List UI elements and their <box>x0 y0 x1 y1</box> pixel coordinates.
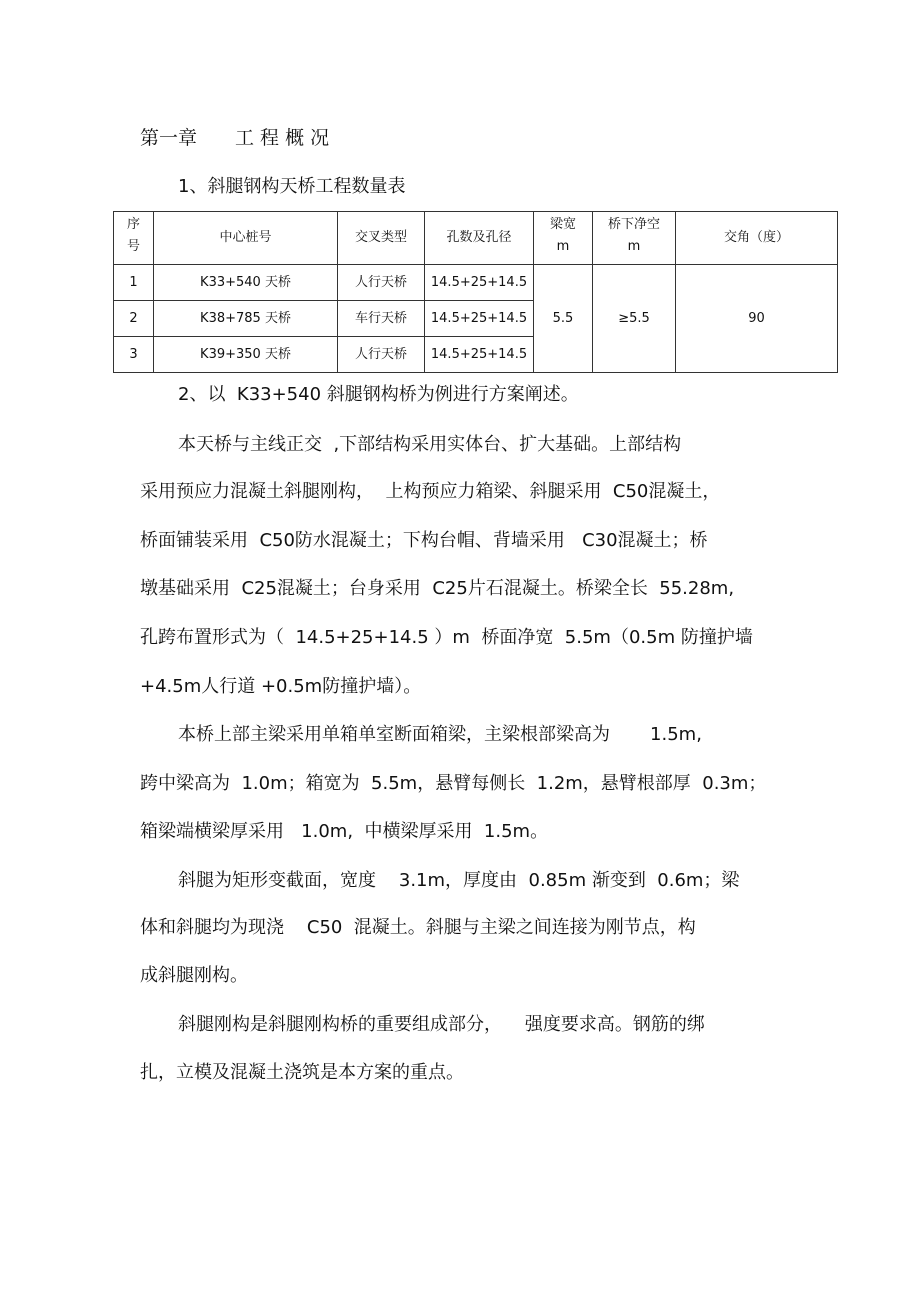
text-line: 孔跨布置形式为（ 14.5+25+14.5 ）m 桥面净宽 5.5m（0.5m 防撞护墙 <box>140 627 753 648</box>
header-seq-line-2: 号 <box>126 239 140 254</box>
cell-seq: 3 <box>114 337 154 373</box>
text-line: 桥面铺装采用 C50防水混凝土；下构台帽、背墙采用 C30混凝土；桥 <box>140 530 708 551</box>
header-angle <box>676 212 838 265</box>
cell-type: 车行天桥 <box>338 301 425 337</box>
cell-angle: 90 <box>676 265 838 373</box>
header-width <box>534 212 593 265</box>
text-line: 体和斜腿均为现浇 C50 混凝土。斜腿与主梁之间连接为刚节点，构 <box>140 917 696 938</box>
text-line: 本桥上部主梁采用单箱单室断面箱梁，主梁根部梁高为 1.5m, <box>178 724 702 745</box>
header-clearance-label: 桥下净空m <box>607 217 660 254</box>
bridge-quantity-table <box>113 211 838 373</box>
text-line: 成斜腿刚构。 <box>140 965 248 986</box>
cell-seq: 2 <box>114 301 154 337</box>
header-width-label: 梁宽m <box>549 217 576 254</box>
text-line: 本天桥与主线正交 ,下部结构采用实体台、扩大基础。上部结构 <box>178 434 682 455</box>
cell-span: 14.5+25+14.5 <box>425 265 534 301</box>
header-angle-label: 交角（度） <box>723 230 789 245</box>
header-span <box>425 212 534 265</box>
header-station <box>154 212 338 265</box>
header-station-label: 中心桩号 <box>219 230 272 245</box>
cell-station: K33+540 天桥 <box>154 265 338 301</box>
header-seq <box>114 212 154 265</box>
text-line: 采用预应力混凝土斜腿刚构， 上构预应力箱梁、斜腿采用 C50混凝土， <box>140 481 721 502</box>
cell-span: 14.5+25+14.5 <box>425 301 534 337</box>
text-line: 跨中梁高为 1.0m；箱宽为 5.5m，悬臂每侧长 1.2m，悬臂根部厚 0.3m； <box>140 773 767 794</box>
text-line: +4.5m人行道 +0.5m防撞护墙）。 <box>140 676 422 697</box>
text-line: 墩基础采用 C25混凝土；台身采用 C25片石混凝土。桥梁全长 55.28m, <box>140 578 735 599</box>
cell-clearance: ≥5.5 <box>593 265 676 373</box>
cell-seq: 1 <box>114 265 154 301</box>
cell-width: 5.5 <box>534 265 593 373</box>
table-row <box>114 265 838 301</box>
header-seq-line-1: 序 <box>126 217 140 232</box>
text-line: 斜腿为矩形变截面，宽度 3.1m，厚度由 0.85m 渐变到 0.6m；梁 <box>178 870 740 891</box>
header-clearance <box>593 212 676 265</box>
header-type-label: 交叉类型 <box>354 230 407 245</box>
section2-title: 2、以 K33+540 斜腿钢构桥为例进行方案阐述。 <box>178 384 579 405</box>
cell-type: 人行天桥 <box>338 265 425 301</box>
header-span-label: 孔数及孔径 <box>446 230 512 245</box>
table-header-row <box>114 212 838 265</box>
cell-station: K39+350 天桥 <box>154 337 338 373</box>
text-line: 扎，立模及混凝土浇筑是本方案的重点。 <box>140 1062 464 1083</box>
section1-title: 1、斜腿钢构天桥工程数量表 <box>178 176 406 197</box>
cell-station: K38+785 天桥 <box>154 301 338 337</box>
cell-type: 人行天桥 <box>338 337 425 373</box>
chapter-title: 第一章 工 程 概 况 <box>140 127 330 149</box>
text-line: 箱梁端横梁厚采用 1.0m, 中横梁厚采用 1.5m。 <box>140 821 549 842</box>
cell-span: 14.5+25+14.5 <box>425 337 534 373</box>
text-line: 斜腿刚构是斜腿刚构桥的重要组成部分， 强度要求高。钢筋的绑 <box>178 1014 705 1035</box>
header-type <box>338 212 425 265</box>
